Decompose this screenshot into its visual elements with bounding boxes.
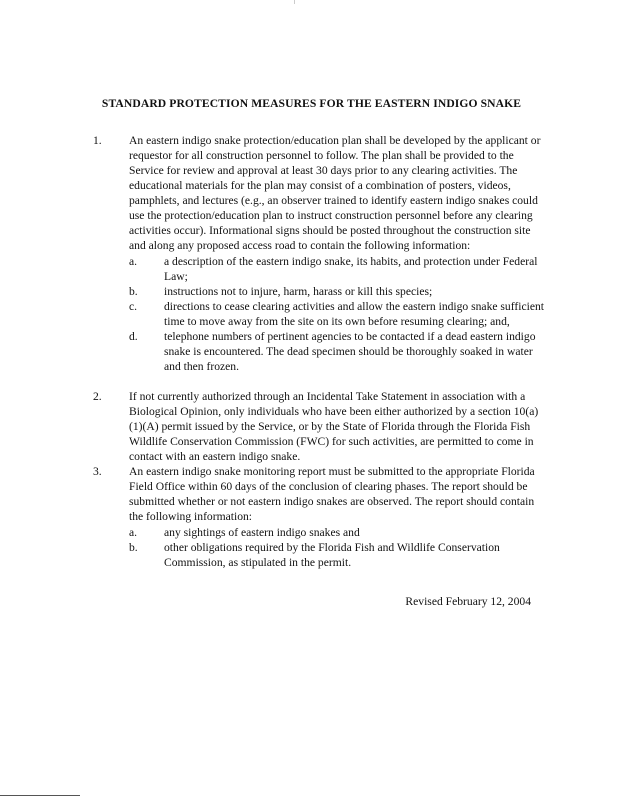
sub-item-letter: c. — [129, 300, 138, 313]
list-item-text: An eastern indigo snake monitoring report must be submitted to the appropriate Florida Field Office within 60 days of the conclusion of clearing phases. The report should be submitted whether or not eastern indigo snakes are observed. The report should contain the following information: — [129, 465, 535, 523]
list-item-text: If not currently authorized through an Incidental Take Statement in association with a Biological Opinion, only individuals who have been either authorized by a section 10(a)(1)(A) permit issued by the Service, or by the State of Florida through the Florida Fish Wildlife Conservation Commission (FWC) for such activities, are permitted to come in contact with an eastern indigo snake. — [129, 390, 539, 463]
revision-date: Revised February 12, 2004 — [405, 595, 531, 608]
sub-item-text: telephone numbers of pertinent agencies to be contacted if a dead eastern indigo snake is encountered. The dead specimen should be thoroughly soaked in water and then frozen. — [164, 330, 536, 373]
list-item-number: 1. — [93, 134, 102, 147]
list-item-number: 3. — [93, 465, 102, 478]
sub-item-text: other obligations required by the Florida Fish and Wildlife Conservation Commission, as stipulated in the permit. — [164, 541, 500, 569]
scan-mark — [294, 0, 295, 4]
sub-item-letter: b. — [129, 541, 138, 554]
sub-item-text: instructions not to injure, harm, harass or kill this species; — [164, 285, 433, 298]
page-title: STANDARD PROTECTION MEASURES FOR THE EASTERN INDIGO SNAKE — [101, 97, 522, 110]
sub-item-text: any sightings of eastern indigo snakes and — [164, 526, 360, 539]
footer-rule — [0, 795, 80, 796]
list-item-text: An eastern indigo snake protection/education plan shall be developed by the applicant or requestor for all construction personnel to follow. The plan shall be provided to the Service for review and approval at least 30 days prior to any clearing activities. The educational materials for the plan may consist of a combination of posters, videos, pamphlets, and lectures (e.g., an observer trained to identify eastern indigo snakes could use the protection/education plan to instruct construction personnel before any clearing activities occur). Informational signs should be posted throughout the construction site and along any proposed access road to contain the following information: — [129, 134, 541, 252]
list-item-number: 2. — [93, 390, 102, 403]
sub-item-letter: a. — [129, 255, 138, 268]
sub-item-text: directions to cease clearing activities and allow the eastern indigo snake sufficient time to move away from the site on its own before resuming clearing; and, — [164, 300, 544, 328]
sub-item-letter: a. — [129, 526, 138, 539]
sub-item-letter: b. — [129, 285, 138, 298]
sub-item-letter: d. — [129, 330, 138, 343]
sub-item-text: a description of the eastern indigo snake, its habits, and protection under Federal Law; — [164, 255, 538, 283]
